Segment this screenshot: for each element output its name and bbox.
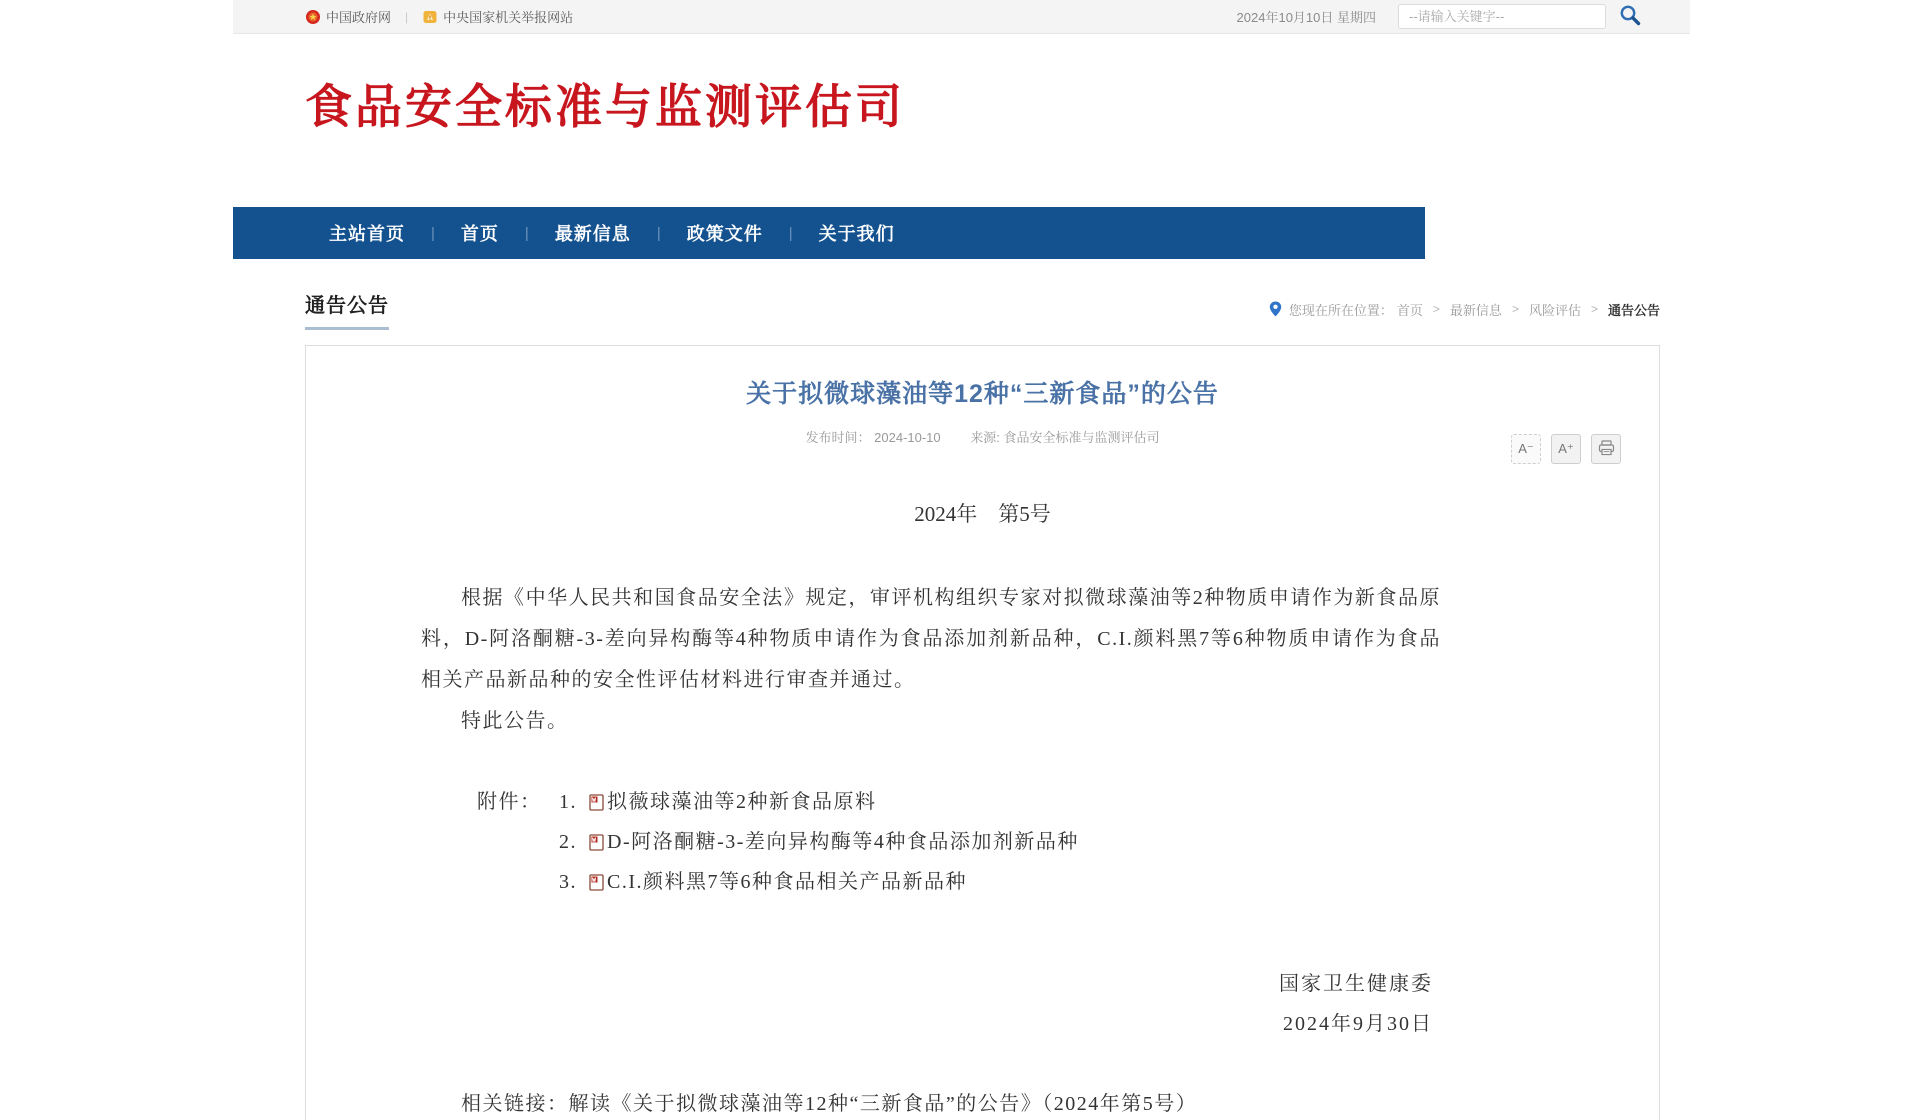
attachment-number: 2.	[559, 831, 577, 853]
breadcrumb	[1269, 300, 1660, 319]
article-paragraph: 根据《中华人民共和国食品安全法》规定，审评机构组织专家对拟微球藻油等2种物质申请作为新食品原料，D-阿洛酮糖-3-差向异构酶等4种物质申请作为食品添加剂新品种，C.I.颜料黑7等6种物质申请作为食品相关产品新品种的安全性评估材料进行审查并通过。	[421, 587, 1441, 691]
document-number: 2024年 第5号	[914, 502, 1051, 526]
attachment-doc-icon	[589, 834, 604, 851]
nav-separator: |	[431, 224, 435, 242]
printer-icon	[1598, 440, 1615, 459]
nav-separator: |	[788, 224, 793, 242]
attachment-number: 1.	[559, 791, 577, 813]
site-header	[233, 34, 1690, 207]
attachment-row	[477, 862, 1441, 902]
page	[233, 0, 1920, 1120]
attachments-label: 附件：	[477, 791, 542, 813]
breadcrumb-item-latest-news[interactable]: 最新信息	[1449, 302, 1502, 318]
font-increase-button[interactable]: A⁺	[1551, 434, 1581, 464]
attachment-row	[477, 782, 1441, 822]
topbar-separator: |	[405, 9, 409, 24]
attachment-link-3[interactable]: C.I.颜料黑7等6种食品相关产品新品种	[607, 871, 967, 893]
nav-item-latest-news[interactable]: 最新信息	[554, 224, 631, 244]
related-links-row	[421, 1084, 1441, 1120]
attachments	[421, 782, 1441, 902]
gov-portal-label: 中国政府网	[326, 10, 392, 25]
attachment-doc-icon	[589, 874, 604, 891]
breadcrumb-separator: >	[1432, 302, 1440, 316]
issue-date: 2024年9月30日	[1283, 1013, 1433, 1035]
breadcrumb-item-risk-assessment[interactable]: 风险评估	[1528, 302, 1581, 318]
article-container	[305, 345, 1660, 1120]
section-title: 通告公告	[305, 289, 389, 330]
nav-item-home[interactable]: 首页	[460, 224, 499, 244]
attachment-number: 3.	[559, 871, 577, 893]
national-emblem-icon	[305, 9, 321, 25]
breadcrumb-separator: >	[1590, 302, 1598, 316]
signature-block	[421, 964, 1441, 1044]
font-decrease-button[interactable]: A⁻	[1511, 434, 1541, 464]
attachment-doc-icon	[589, 794, 604, 811]
breadcrumb-row	[305, 259, 1660, 345]
issuing-authority: 国家卫生健康委	[1279, 973, 1433, 995]
breadcrumb-separator: >	[1511, 302, 1519, 316]
attachment-row	[477, 822, 1441, 862]
report-site-icon	[422, 9, 438, 25]
top-utility-bar	[233, 0, 1690, 34]
article-tools	[1501, 434, 1621, 464]
search-button[interactable]	[1618, 3, 1642, 30]
site-title: 食品安全标准与监测评估司	[305, 80, 905, 133]
breadcrumb-item-home[interactable]: 首页	[1396, 302, 1423, 318]
article-title: 关于拟微球藻油等12种“三新食品”的公告	[746, 380, 1219, 408]
article-body	[421, 578, 1441, 1120]
nav-item-main-site-home[interactable]: 主站首页	[329, 224, 405, 244]
print-button[interactable]	[1591, 434, 1621, 464]
related-interpretation-link[interactable]: 解读《关于拟微球藻油等12种“三新食品”的公告》（2024年第5号）	[568, 1093, 1198, 1115]
nav-item-policy-documents[interactable]: 政策文件	[686, 224, 763, 244]
breadcrumb-prefix: 您现在所在位置：	[1288, 302, 1393, 318]
publish-time-value: 2024-10-10	[874, 430, 941, 445]
search-icon	[1618, 3, 1642, 30]
search-input[interactable]	[1398, 4, 1606, 29]
source-label: 来源:	[970, 430, 1000, 445]
breadcrumb-item-current: 通告公告	[1607, 302, 1660, 318]
gov-portal-link[interactable]	[305, 7, 391, 26]
nav-separator: |	[524, 224, 529, 242]
related-links-label: 相关链接：	[461, 1093, 569, 1115]
source-value: 食品安全标准与监测评估司	[1003, 430, 1160, 445]
article-paragraph: 特此公告。	[461, 710, 569, 732]
report-site-link[interactable]	[422, 7, 573, 26]
nav-separator: |	[656, 224, 661, 242]
main-nav	[233, 207, 1425, 259]
attachment-link-1[interactable]: 拟薇球藻油等2种新食品原料	[607, 791, 877, 813]
publish-time-label: 发布时间：	[805, 430, 871, 445]
current-date: 2024年10月10日 星期四	[1236, 10, 1376, 25]
location-pin-icon	[1269, 301, 1282, 317]
attachment-link-2[interactable]: D-阿洛酮糖-3-差向异构酶等4种食品添加剂新品种	[607, 831, 1079, 853]
topbar-links	[305, 7, 573, 26]
nav-item-about-us[interactable]: 关于我们	[818, 224, 895, 244]
report-site-label: 中央国家机关举报网站	[443, 10, 574, 25]
topbar-right	[1237, 3, 1642, 30]
article-meta	[306, 427, 1659, 446]
